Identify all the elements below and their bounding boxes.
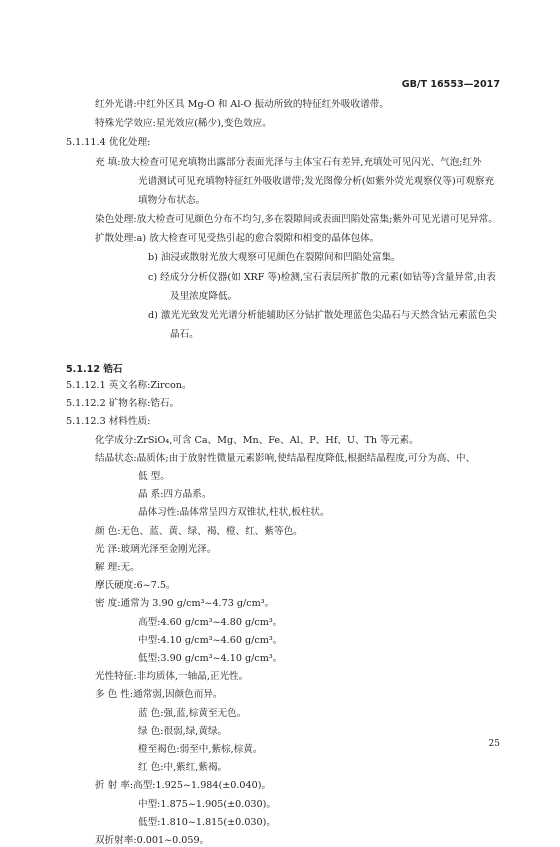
text-line: 光 泽:玻璃光泽至金刚光泽。	[95, 543, 217, 555]
text-line: 晶体习性:晶体常呈四方双锥状,柱状,板柱状。	[138, 507, 330, 519]
text-line: 晶 系:四方晶系。	[138, 489, 212, 501]
text-line: 光性特征:非均质体,一轴晶,正光性。	[95, 671, 249, 683]
text-line: 及里浓度降低。	[170, 291, 238, 302]
text-line: 高型:4.60 g/cm³~4.80 g/cm³。	[138, 616, 283, 628]
text-line: 5.1.11.4 优化处理:	[66, 137, 151, 148]
text-line: 中型:4.10 g/cm³~4.60 g/cm³。	[138, 634, 283, 646]
text-line: 低型:3.90 g/cm³~4.10 g/cm³。	[138, 653, 283, 664]
text-line: 折 射 率:高型:1.925~1.984(±0.040)。	[95, 780, 272, 792]
text-line: 绿 色:很弱,绿,黄绿。	[138, 725, 228, 737]
text-line: 多 色 性:通常弱,因颜色而异。	[95, 689, 223, 701]
text-line: 染色处理:放大检查可见颜色分布不均匀,多在裂隙间或表面凹陷处富集;紫外可见光谱可见异常。	[95, 214, 498, 225]
text-line: 化学成分:ZrSiO₄,可含 Ca、Mg、Mn、Fe、Al、P、Hf、U、Th 等元素。	[95, 434, 419, 446]
text-line: 低 型。	[138, 471, 170, 482]
text-line: 扩散处理:a) 放大检查可见受热引起的愈合裂隙和相变的晶体包体。	[95, 233, 380, 244]
section-heading: 5.1.12 锆石	[66, 364, 123, 375]
page-number: 25	[488, 739, 500, 749]
text-line: 橙至褐色:弱至中,紫棕,棕黄。	[138, 744, 263, 755]
text-line: 5.1.12.2 矿物名称:锆石。	[66, 398, 180, 410]
text-line: 密 度:通常为 3.90 g/cm³~4.73 g/cm³。	[95, 598, 275, 610]
text-line: 蓝 色:强,蓝,棕黄至无色。	[138, 707, 247, 719]
text-line: d) 激光光致发光光谱分析能辅助区分钴扩散处理蓝色尖晶石与天然含钴元素蓝色尖	[148, 310, 497, 321]
text-line: 红外光谱:中红外区具 Mg-O 和 Al-O 振动所致的特征红外吸收谱带。	[95, 99, 389, 110]
text-line: 晶石。	[170, 329, 199, 340]
text-line: 5.1.12.3 材料性质:	[66, 416, 151, 428]
text-line: 中型:1.875~1.905(±0.030)。	[138, 798, 276, 810]
text-line: 光谱测试可见充填物特征红外吸收谱带;发光图像分析(如紫外荧光观察仪等)可观察充	[138, 176, 495, 187]
text-line: 解 理:无。	[95, 562, 140, 573]
text-line: 特殊光学效应:星光效应(稀少),变色效应。	[95, 118, 272, 129]
text-line: c) 经成分分析仪器(如 XRF 等)检测,宝石表层所扩散的元素(如钴等)含量异常,由表	[148, 272, 496, 283]
text-line: 摩氏硬度:6~7.5。	[95, 580, 176, 592]
text-line: 充 填:放大检查可见充填物出露部分表面光泽与主体宝石有差异,充填处可见闪光、气泡;红外	[95, 157, 482, 168]
text-line: 低型:1.810~1.815(±0.030)。	[138, 816, 276, 828]
text-line: b) 油浸或散射光放大观察可见颜色在裂隙间和凹陷处富集。	[148, 252, 401, 263]
text-line: 双折射率:0.001~0.059。	[95, 835, 210, 846]
text-line: 5.1.12.1 英文名称:Zircon。	[66, 380, 192, 391]
standard-number: GB/T 16553—2017	[401, 79, 500, 90]
text-line: 颜 色:无色、蓝、黄、绿、褐、橙、红、紫等色。	[95, 525, 303, 537]
text-line: 红 色:中,紫红,紫褐。	[138, 762, 228, 774]
text-line: 结晶状态:晶质体;由于放射性微量元素影响,使结晶程度降低,根据结晶程度,可分为高、中、	[95, 452, 476, 464]
text-line: 填物分布状态。	[138, 195, 206, 206]
